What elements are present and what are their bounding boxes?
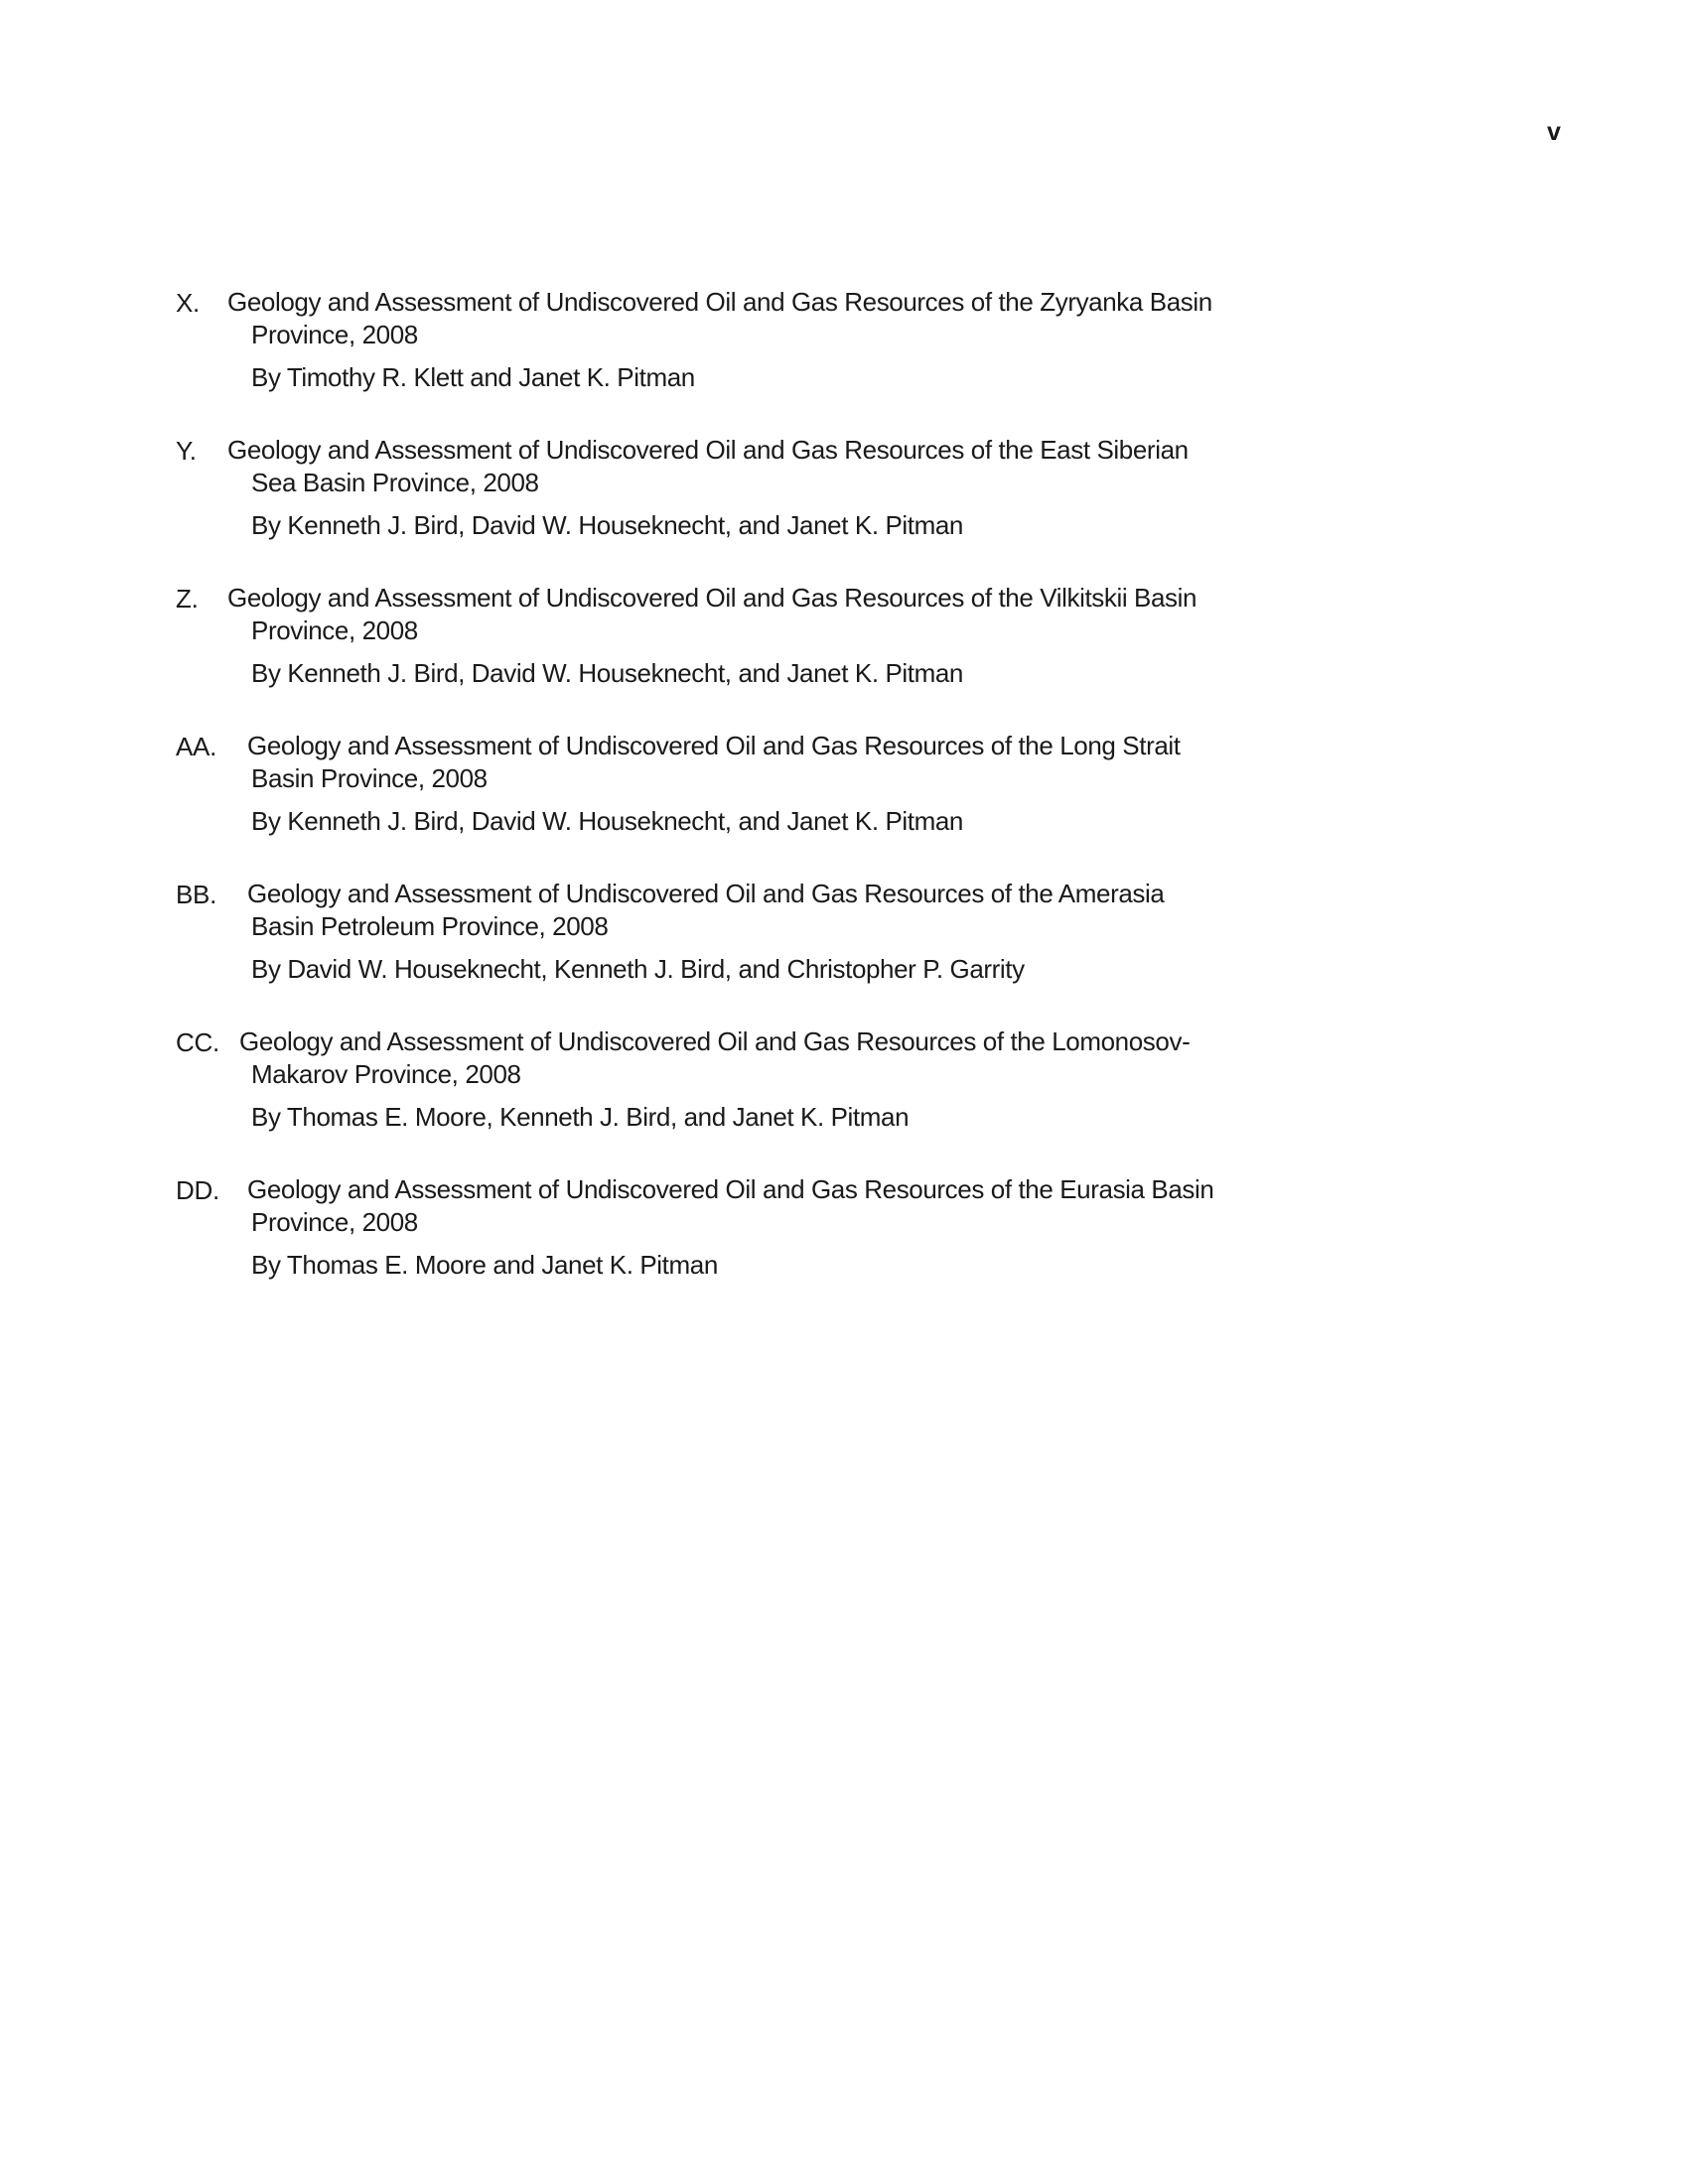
entry-title-line2: Basin Province, 2008 (251, 763, 488, 793)
entry-title (239, 1025, 1363, 1091)
entry-title (227, 434, 1363, 499)
entry-letter: X. (176, 288, 200, 318)
contents-entry-y[interactable] (176, 434, 1318, 582)
contents-entry-z[interactable] (176, 582, 1318, 730)
entry-title (247, 878, 1363, 943)
entry-title-line1: Geology and Assessment of Undiscovered Oil and Gas Resources of the East Siberian (227, 435, 1189, 465)
contents-list (176, 286, 1318, 1321)
entry-title (247, 730, 1363, 795)
contents-entry-cc[interactable] (176, 1025, 1318, 1173)
entry-title-line1: Geology and Assessment of Undiscovered Oil and Gas Resources of the Vilkitskii Basin (227, 583, 1197, 613)
entry-title-line1: Geology and Assessment of Undiscovered Oil and Gas Resources of the Zyryanka Basin (227, 287, 1212, 317)
entry-letter: AA. (176, 732, 217, 761)
contents-entry-aa[interactable] (176, 730, 1318, 878)
entry-title-line2: Province, 2008 (251, 320, 418, 349)
page-number: v (1547, 118, 1561, 146)
entry-title-line1: Geology and Assessment of Undiscovered Oil and Gas Resources of the Eurasia Basin (247, 1174, 1214, 1204)
entry-title-line2: Province, 2008 (251, 1207, 418, 1237)
entry-letter: BB. (176, 880, 217, 909)
entry-letter: Y. (176, 436, 197, 466)
entry-authors: By Thomas E. Moore and Janet K. Pitman (251, 1250, 718, 1280)
entry-title-line2: Sea Basin Province, 2008 (251, 468, 539, 497)
contents-entry-x[interactable] (176, 286, 1318, 434)
entry-authors: By Kenneth J. Bird, David W. Houseknecht, and Janet K. Pitman (251, 510, 963, 540)
entry-title-line1: Geology and Assessment of Undiscovered Oil and Gas Resources of the Lomonosov- (239, 1026, 1191, 1056)
entry-letter: Z. (176, 584, 199, 614)
entry-authors: By Timothy R. Klett and Janet K. Pitman (251, 362, 695, 392)
entry-title-line2: Makarov Province, 2008 (251, 1059, 521, 1089)
entry-authors: By Thomas E. Moore, Kenneth J. Bird, and Janet K. Pitman (251, 1102, 910, 1132)
entry-title-line2: Basin Petroleum Province, 2008 (251, 911, 609, 941)
entry-authors: By Kenneth J. Bird, David W. Houseknecht, and Janet K. Pitman (251, 658, 963, 688)
entry-title-line1: Geology and Assessment of Undiscovered Oil and Gas Resources of the Amerasia (247, 879, 1165, 908)
entry-title (247, 1173, 1363, 1239)
entry-letter: DD. (176, 1175, 219, 1205)
entry-authors: By David W. Houseknecht, Kenneth J. Bird, and Christopher P. Garrity (251, 954, 1025, 984)
entry-title-line1: Geology and Assessment of Undiscovered Oil and Gas Resources of the Long Strait (247, 731, 1181, 760)
entry-title (227, 582, 1363, 647)
entry-title (227, 286, 1363, 351)
entry-authors: By Kenneth J. Bird, David W. Houseknecht, and Janet K. Pitman (251, 806, 963, 836)
contents-entry-bb[interactable] (176, 878, 1318, 1025)
entry-letter: CC. (176, 1027, 219, 1057)
entry-title-line2: Province, 2008 (251, 615, 418, 645)
contents-entry-dd[interactable] (176, 1173, 1318, 1321)
